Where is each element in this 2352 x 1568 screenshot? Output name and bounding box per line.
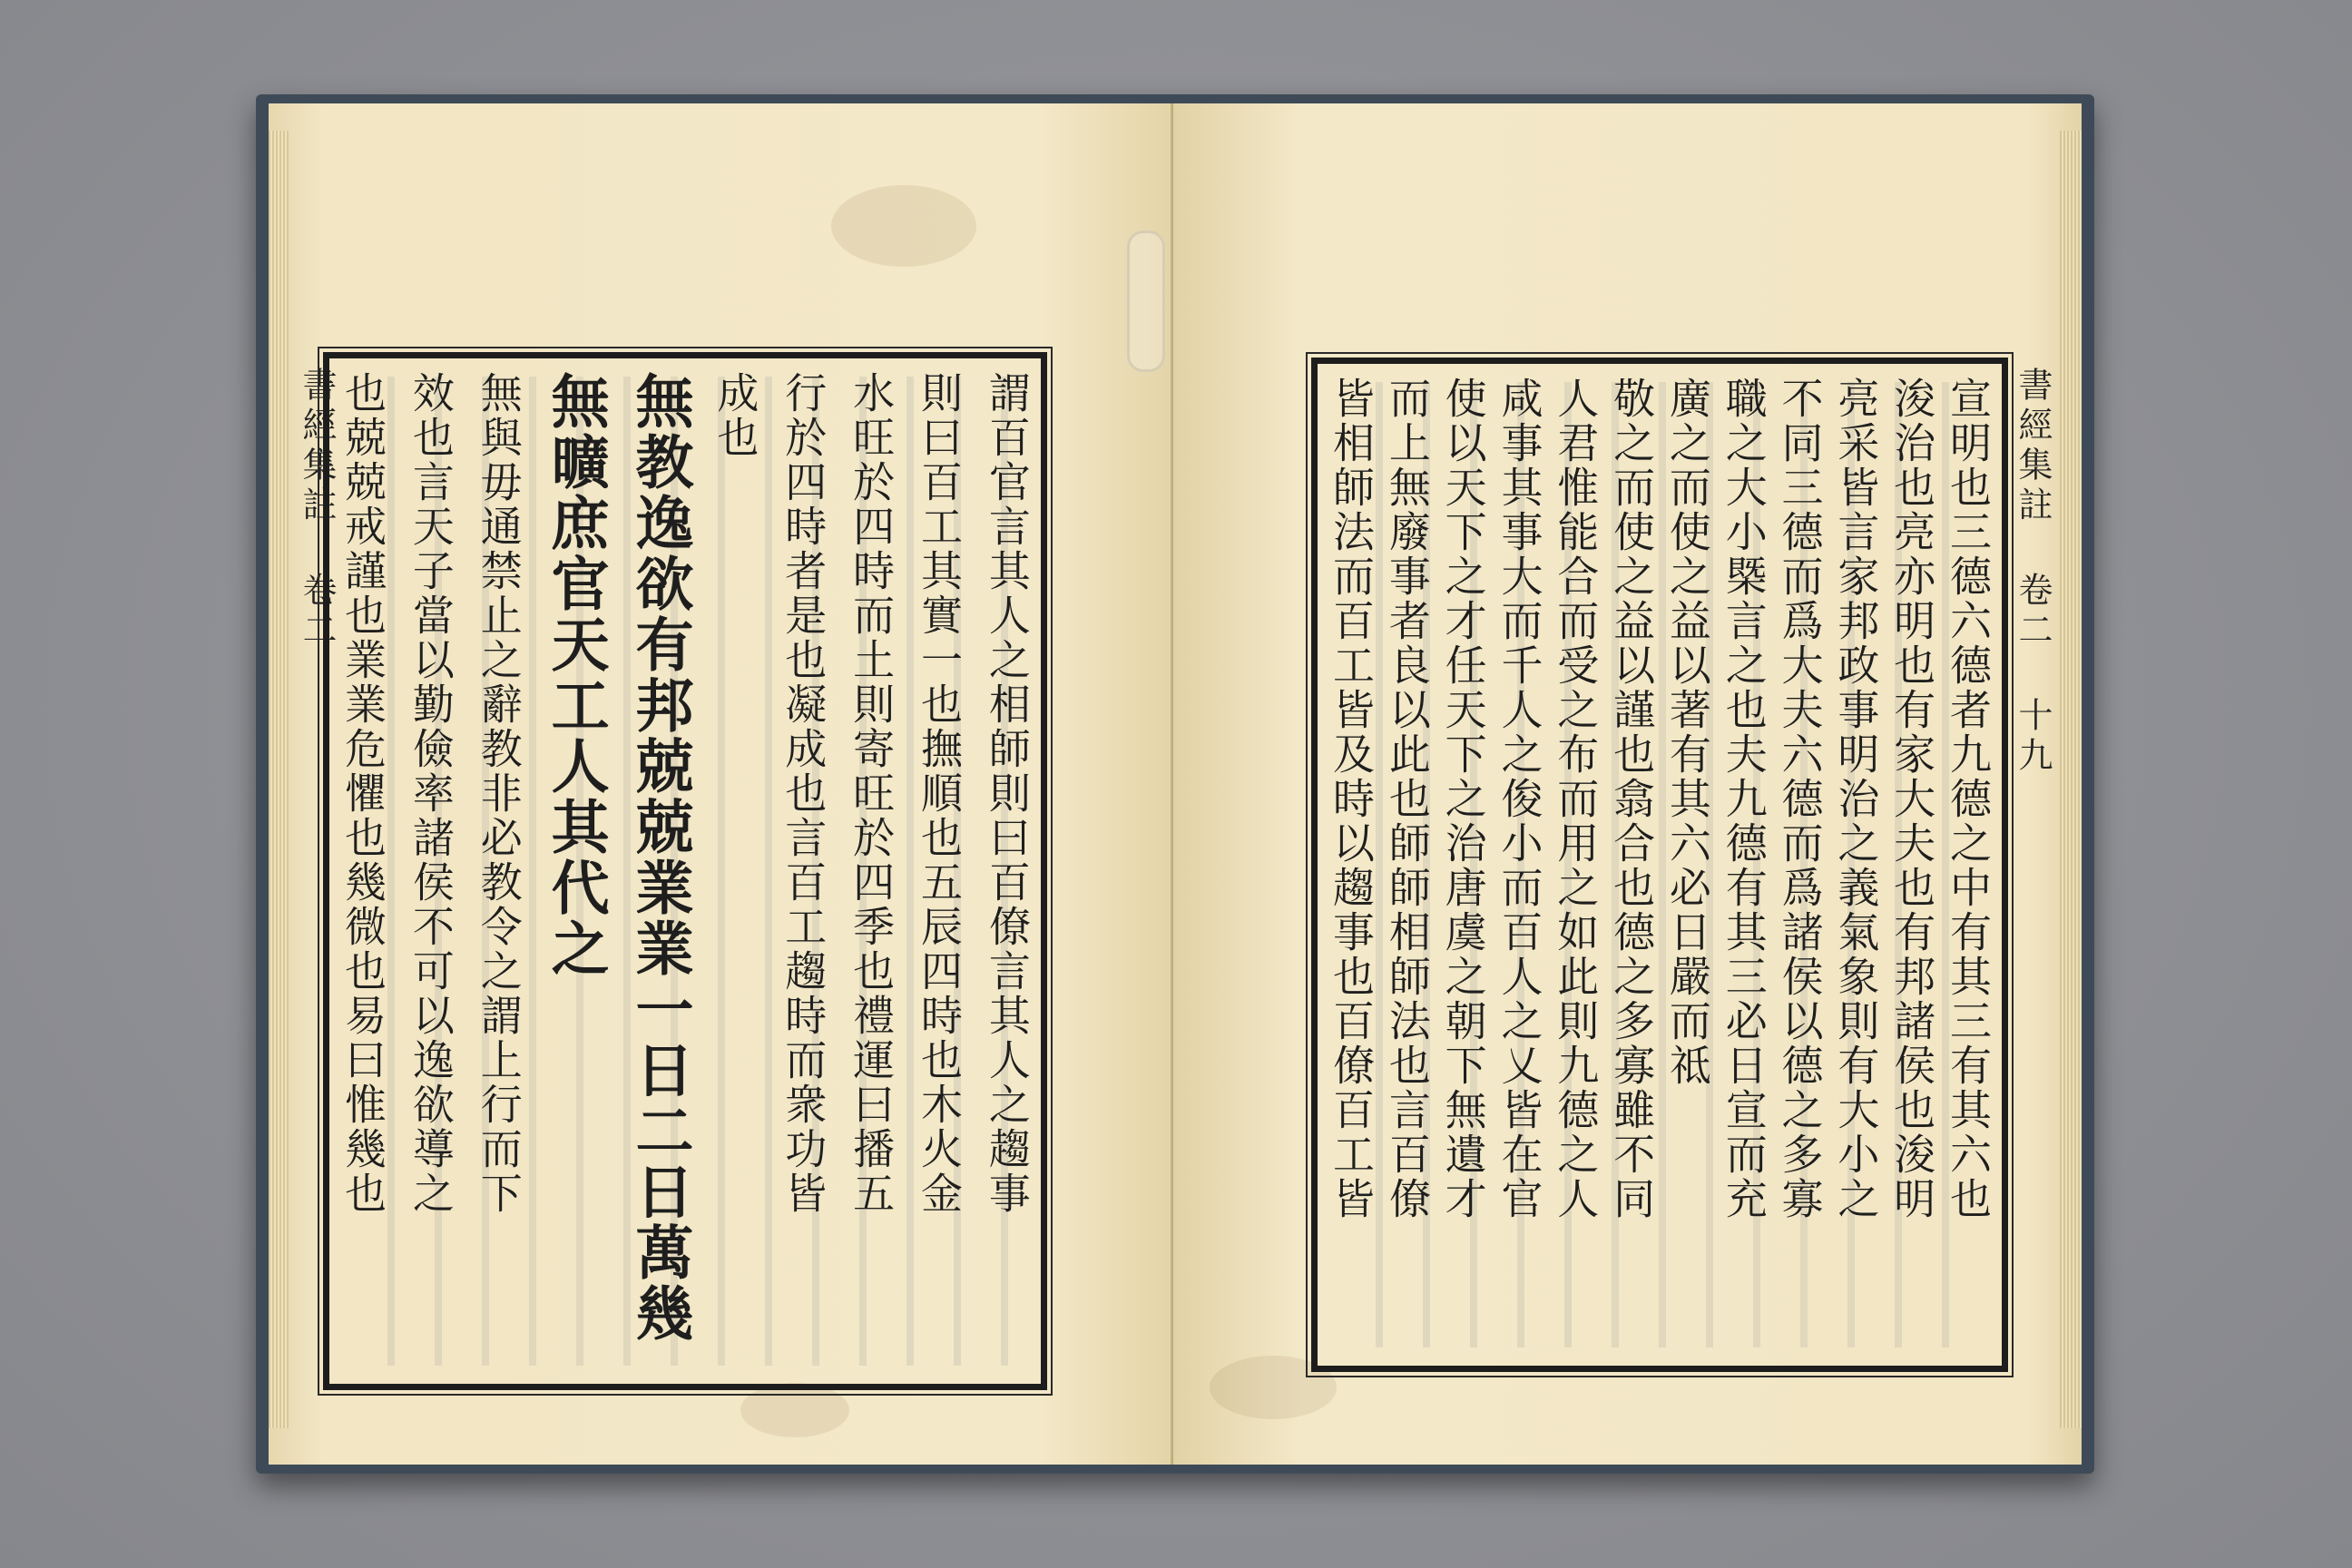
commentary-column: 行於四時者是也凝成也言百工趨時而衆功皆 [779, 371, 828, 1216]
commentary-column: 敬之而使之益以謹也翕合也德之多寡雖不同 [1607, 377, 1657, 1221]
open-book [256, 94, 2094, 1474]
left-text-frame [323, 352, 1047, 1390]
commentary-column: 皆相師法而百工皆及時以趨事也百僚百工皆 [1327, 377, 1376, 1221]
commentary-column: 人君惟能合而受之布而用之如此則九德之人 [1551, 377, 1601, 1221]
commentary-column: 咸事其事大而千人之俊小而百人之乂皆在官 [1494, 377, 1544, 1221]
commentary-column: 亮采皆言家邦政事明治之義氣象則有大小之 [1831, 377, 1881, 1221]
left-page [269, 103, 1173, 1465]
classic-text-column: 無曠庶官天工人其代之 [541, 371, 610, 979]
commentary-column: 水旺於四時而土則寄旺於四季也禮運曰播五 [847, 371, 897, 1216]
left-columns [338, 371, 1032, 1371]
commentary-column: 浚治也亮亦明也有家大夫也有邦諸侯也浚明 [1887, 377, 1937, 1221]
commentary-column: 職之大小槩言之也夫九德有其三必日宣而充 [1719, 377, 1769, 1221]
commentary-column: 則曰百工其實一也撫順也五辰四時也木火金 [915, 371, 964, 1216]
stain [740, 1383, 849, 1437]
commentary-column: 也兢兢戒謹也業業危懼也幾微也易曰惟幾也 [338, 371, 387, 1216]
right-margin-label: 書經集註 卷二 十九 [2013, 367, 2053, 777]
stain [831, 185, 976, 267]
left-margin-label: 書經集註 卷二 [297, 367, 337, 652]
binding-thread [1127, 230, 1165, 372]
commentary-column: 使以天下之才任天下之治唐虞之朝下無遺才 [1438, 377, 1488, 1221]
commentary-column: 廣之而使之益以著有其六必日嚴而祗 [1662, 377, 1712, 1088]
commentary-column: 效也言天子當以勤儉率諸侯不可以逸欲導之 [406, 371, 456, 1216]
commentary-column: 宣明也三德六德者九德之中有其三有其六也 [1943, 377, 1993, 1221]
commentary-column: 而上無廢事者良以此也師師相師法也言百僚 [1382, 377, 1432, 1221]
right-page-edge [2060, 131, 2082, 1428]
commentary-column: 不同三德而爲大夫六德而爲諸侯以德之多寡 [1775, 377, 1825, 1221]
commentary-column: 謂百官言其人之相師則曰百僚言其人之趨事 [982, 371, 1032, 1216]
left-page-edge [269, 131, 289, 1428]
right-page [1173, 103, 2082, 1465]
right-columns [1327, 377, 1993, 1353]
right-text-frame [1311, 358, 2008, 1372]
commentary-column: 無與毋通禁止之辭教非必教令之謂上行而下 [474, 371, 524, 1216]
commentary-column: 成也 [710, 371, 760, 460]
classic-text-column: 無教逸欲有邦兢兢業業一日二日萬幾 [625, 371, 694, 1344]
